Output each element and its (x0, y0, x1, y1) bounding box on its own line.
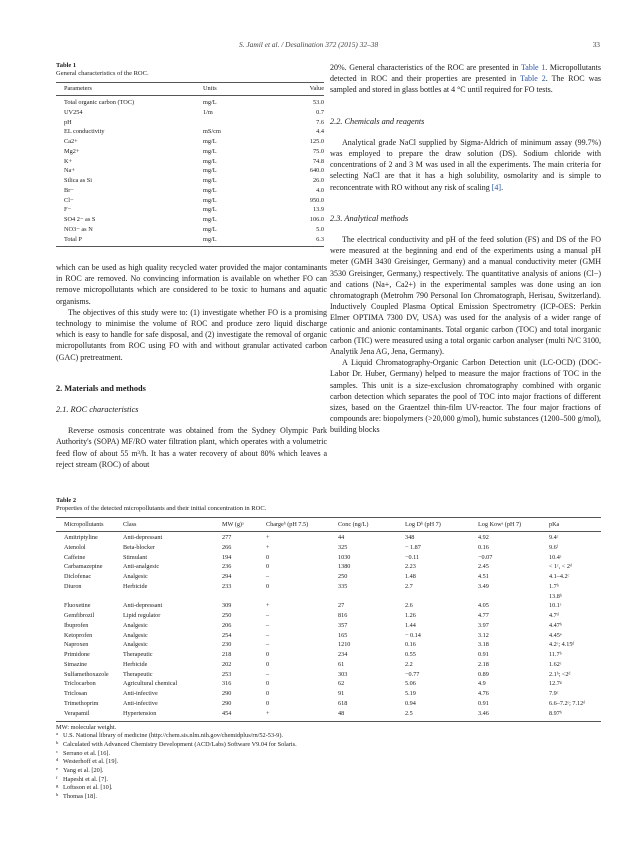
footnote-mark: f (56, 774, 58, 780)
footnote-text: Serrano et al. [16]. (63, 749, 111, 757)
table-cell: 316 (222, 680, 232, 688)
table-cell: mg/L (203, 177, 217, 184)
table-row (56, 601, 601, 611)
table-cell: 1210 (338, 641, 351, 649)
table-cell: 294 (222, 573, 232, 581)
table-cell: 10.1ᶜ (549, 602, 562, 610)
table-cell: 2.2 (405, 660, 413, 668)
table-cell: Anti-infective (123, 700, 158, 708)
table-cell: 0.16 (405, 641, 416, 649)
table-cell: 234 (338, 651, 348, 659)
table-cell: 0 (266, 563, 270, 571)
table-cell: 290 (222, 690, 232, 698)
table-row (56, 679, 601, 689)
table-cell: 348 (405, 534, 415, 541)
table-cell: – (266, 631, 270, 639)
table-cell: 4.2ᶜ; 4.15ᵈ (549, 641, 575, 649)
table-cell: 0 (266, 700, 270, 708)
table-cell: mg/L (203, 138, 217, 145)
right-column (330, 62, 601, 436)
paragraph-chemicals: Analytical grade NaCl supplied by Sigma-Aldrich of minimum assay (99.7%) was employed to prepare the draw solution (DS). Sodium chloride with concentrations of 2 and 3 M was used in all the experiments. The main criteria for selecting NaCl are that it has a high solubility, osmolarity and is simple to reconcentrate with RO without any risk of scaling [4]. (330, 137, 601, 192)
table-row (56, 699, 601, 709)
table-cell: 236 (222, 563, 232, 571)
table-row (56, 660, 601, 670)
table-row (56, 640, 601, 650)
table-cell: 62 (338, 680, 345, 688)
footnote-text: Hapeshi et al. [7]. (63, 775, 108, 783)
table-cell: 3.18 (478, 641, 489, 649)
table-cell: 2.7 (405, 582, 413, 590)
table-cell: Analgesic (123, 641, 148, 649)
subsection-heading-chemicals: 2.2. Chemicals and reagents (330, 116, 425, 126)
table-cell: Simazine (64, 660, 88, 668)
section-heading-methods: 2. Materials and methods (56, 383, 146, 393)
table-row (56, 533, 601, 543)
table-cell: 9.6ᶠ (549, 543, 559, 551)
footnote-mark: d (56, 757, 59, 763)
table-cell: 106.0 (309, 216, 324, 223)
table-cell: Na+ (64, 167, 75, 175)
table-row (56, 650, 601, 660)
table-cell: mg/L (203, 196, 217, 204)
table-cell: 4.9 (478, 680, 486, 688)
footnote-text: Calculated with Advanced Chemistry Development (ACD/Labs) Software V9.04 for Solaris. (63, 740, 297, 748)
table-cell: pH (64, 118, 72, 126)
table-row (56, 592, 601, 602)
table-cell: − 0.14 (405, 631, 421, 639)
table-cell: 303 (338, 670, 348, 678)
table-cell: 5.0 (316, 225, 324, 233)
table-cell: 11.7ᵇ (549, 651, 562, 659)
table-cell: 165 (338, 631, 348, 639)
table-cell: 218 (222, 651, 232, 659)
table-cell: 194 (222, 553, 232, 561)
footnote-mark: a (56, 731, 59, 737)
table-cell: < 1ᶜ, < 2ᵈ (549, 563, 572, 571)
table-cell: 2.18 (478, 660, 489, 668)
table-2-footnotes (56, 732, 601, 802)
table-cell: EL conductivity (64, 128, 105, 136)
table-cell: 640.0 (309, 167, 324, 175)
table-cell: 4.77 (478, 612, 489, 620)
table-cell: 0 (266, 660, 270, 668)
footnote-mark: g (56, 783, 59, 789)
paragraph-objectives: The objectives of this study were to: (1) investigate whether FO is a promising technology to minimise the volume of ROC and produce zero liquid discharge which is easy to handle for safe disposal, and (2) investigate the removal of organic micropollutants from ROC using FO with and without granular activated carbon (GAC) pretreatment. (56, 307, 327, 362)
table-cell: Hypertension (123, 709, 157, 717)
table-cell: Ketoprofen (64, 631, 93, 639)
footnote (56, 767, 601, 776)
table-cell: Lipid regulator (123, 612, 161, 620)
table-cell: Trimethoprim (64, 700, 99, 708)
table-1-header: Parameters Units Value (64, 85, 324, 92)
table-cell: Triclosan (64, 690, 88, 698)
paragraph-analytical: The electrical conductivity and pH of the feed solution (FS) and DS of the FO were measured at the beginning and end of the experiments using a manual pH meter (GMH 3430 Greisinger, Germany) and a manual conductivity meter (GMH 3530 Greisinger, Germany,) respectively. The quantitative analysis of anions (Cl−) and cations (Na+, Ca2+) in the experimental samples was done using an ion chromatograph (Metrohm 790 Personal Ion Chromatograph, Herisau, Switzerland). Inductively Coupled Plasma Optical Emission Spectrometry (ICP-OES: Perkin Elmer OPTIMA 7300 DV, USA) was used for the analysis of a wider range of cationic and anionic contaminants. Total organic carbon (TOC) and total inorganic carbon (TIC) were measured using a total organic carbon analyser (multi N/C 3100, Analytik Jena AG, Jena, Germany). (330, 235, 601, 357)
table-cell: 26.0 (312, 177, 324, 184)
table-cell: Total organic carbon (TOC) (64, 99, 135, 106)
table-row (56, 670, 601, 680)
table-cell: 5.19 (405, 690, 416, 698)
table-cell: 2.45 (478, 563, 489, 571)
paragraph-roc-cont: 20%. General characteristics of the ROC are presented in Table 1. Micropollutants detected in ROC and their properties are presented in Table 2. The ROC was sampled and stored in glass bottles at 4 °C until required for FO tests. (330, 63, 602, 95)
table-row (56, 689, 601, 699)
table-row (56, 108, 324, 118)
table-cell: Gemfibrozil (64, 612, 95, 620)
table-cell: 1.7ʰ (549, 582, 559, 590)
table-cell: Ibuprofen (64, 621, 89, 629)
table-cell: Analgesic (123, 621, 148, 629)
table-cell: Mg2+ (64, 147, 80, 155)
table-1-body (56, 98, 324, 244)
table-cell: 2.5 (405, 709, 413, 717)
table-cell: mg/L (203, 186, 217, 194)
table-cell: 1030 (338, 553, 351, 561)
table-cell: – (266, 612, 270, 620)
table-cell: mg/L (203, 206, 217, 214)
footnote (56, 784, 601, 793)
table-cell: Silica as Si (64, 177, 92, 184)
table-cell: 3.12 (478, 631, 489, 639)
table-cell: 335 (338, 582, 348, 590)
table-cell: NO3− as N (64, 225, 93, 233)
table-row (56, 553, 601, 563)
table-row (56, 186, 324, 196)
table-cell: K+ (64, 157, 73, 165)
table-cell: – (266, 641, 270, 649)
table-cell: 53.0 (312, 99, 324, 106)
table-cell: mg/L (203, 225, 217, 233)
table-cell: – (266, 621, 270, 629)
table-cell: Primidone (64, 651, 90, 659)
table-cell: Therapeutic (123, 670, 153, 678)
footnote-text: Loftsson et al. [10]. (63, 784, 113, 792)
table-cell: −0.11 (405, 553, 420, 561)
table-cell: Fluoxetine (64, 602, 91, 610)
table-cell: 1.48 (405, 573, 416, 581)
paragraph-roc: Reverse osmosis concentrate was obtained from the Sydney Olympic Park Authority's (SOPA) MF/RO water filtration plant, which operates with a volumetric feed flow of about 55 m³/h. It has a water recovery of about 80% which leaves a reject stream (ROC) of about (56, 426, 327, 469)
table-cell: Analgesic (123, 631, 148, 639)
table-cell: Agricultural chemical (123, 680, 178, 688)
table-cell: 0 (266, 680, 270, 688)
paragraph: which can be used as high quality recycled water provided the major contaminants in ROC are removed. No convincing information is available on whether FO can remove micropollutants which are considered to be toxic to humans and aquatic organisms. (56, 263, 327, 306)
table-cell: F− (64, 206, 72, 214)
table-cell: 206 (222, 621, 232, 629)
table-cell: −0.77 (405, 670, 420, 678)
footnote (56, 741, 601, 750)
table-cell: 277 (222, 534, 232, 541)
table-cell: 7.9ᶜ (549, 690, 559, 698)
table-cell: 309 (222, 602, 232, 610)
table-cell: 618 (338, 700, 348, 708)
table-row (56, 196, 324, 206)
table-cell: 125.0 (309, 138, 324, 145)
journal-citation: S. Jamil et al. / Desalination 372 (2015) 32–38 (239, 40, 379, 49)
table-cell: Cl− (64, 196, 74, 204)
table-cell: Anti-depressant (123, 534, 163, 541)
table-cell: 2.1ᵇ; <2ᵈ (549, 670, 571, 678)
table-row (56, 543, 601, 553)
table-2-link[interactable]: Table 2 (520, 74, 546, 84)
table-cell: mg/L (203, 216, 217, 223)
table-cell: Verapamil (64, 709, 90, 717)
table-cell: 250 (222, 612, 232, 620)
table-cell: mg/L (203, 157, 217, 165)
table-cell: Sulfamethoxazole (64, 670, 109, 678)
table-cell: + (266, 534, 270, 541)
table-cell: mS/cm (203, 128, 221, 136)
subsection-heading-analytical: 2.3. Analytical methods (330, 213, 409, 223)
table-cell: 13.9 (312, 206, 324, 214)
table-cell: – (266, 573, 270, 581)
table-2-footnote-mw: MW: molecular weight. (56, 723, 117, 731)
table-cell: 1.62ᶜ (549, 660, 562, 668)
table-cell: Ca2+ (64, 138, 78, 145)
table-cell: 74.8 (312, 157, 324, 165)
table-cell: 4.1–4.2ᶜ (549, 573, 570, 581)
table-cell: Herbicide (123, 660, 148, 668)
table-cell: UV254 (64, 108, 83, 116)
footnote-mark: e (56, 766, 59, 772)
table-row (56, 137, 324, 147)
table-cell: Naproxen (64, 641, 89, 649)
page-number: 33 (592, 40, 600, 49)
table-cell: 325 (338, 543, 348, 551)
table-row (56, 225, 324, 235)
table-cell: Therapeutic (123, 651, 153, 659)
table-cell: Br− (64, 186, 74, 194)
table-row (56, 127, 324, 137)
table-row (56, 205, 324, 215)
table-cell: 0.89 (478, 670, 489, 678)
table-cell: 4.4 (316, 128, 324, 136)
table-cell: 266 (222, 543, 232, 551)
footnote-mark: b (56, 739, 59, 745)
table-row (56, 611, 601, 621)
table-cell: 0.91 (478, 700, 489, 708)
table-cell: Anti-analgesic (123, 563, 160, 571)
table-cell: mg/L (203, 167, 217, 175)
table-row (56, 562, 601, 572)
table-cell: 10.4ᶜ (549, 553, 562, 561)
table-cell: SO4 2− as S (64, 216, 96, 223)
table-cell: 290 (222, 700, 232, 708)
table-cell: – (266, 670, 270, 678)
table-cell: Analgesic (123, 573, 148, 581)
table-cell: 0 (266, 553, 270, 561)
table-cell: 1.44 (405, 621, 416, 629)
table-cell: Beta-blocker (123, 543, 155, 551)
table-cell: 230 (222, 641, 232, 649)
table-cell: + (266, 709, 270, 717)
table-cell: Triclocarbon (64, 680, 96, 688)
table-row (56, 215, 324, 225)
table-cell: Total P (64, 235, 82, 243)
table-cell: 3.97 (478, 621, 489, 629)
table-cell: 4.0 (316, 186, 324, 194)
table-cell: 6.3 (316, 235, 324, 243)
table-cell: mg/L (203, 235, 217, 243)
table-row (56, 631, 601, 641)
table-row (56, 157, 324, 167)
table-row (56, 235, 324, 245)
table-2-header: Micropollutants Class MW (g)ᵃ Chargeᵇ (pH 7.5) Conc (ng/L) Log Dᵇ (pH 7) Log Kowᵃ (pH 7) pKa (64, 521, 560, 528)
table-2 (56, 497, 601, 802)
table-cell: Atenolol (64, 543, 86, 551)
table-row (56, 572, 601, 582)
table-cell: + (266, 543, 270, 551)
table-cell: 0.91 (478, 651, 489, 659)
table-cell: 1.26 (405, 612, 416, 620)
footnote-text: Westerhoff et al. [19]. (63, 758, 119, 766)
table-cell: 950.0 (309, 196, 324, 204)
table-cell: 4.51 (478, 573, 489, 581)
table-cell: Stimulant (123, 553, 148, 561)
footnote-text: U.S. National library of medicine (http://chem.sis.nlm.nih.gov/chemidplus/rn/52-53-9). (63, 732, 284, 740)
table-cell: 4.92 (478, 534, 489, 541)
table-cell: Diclofenac (64, 573, 92, 581)
table-row (56, 118, 324, 128)
table-cell: 48 (338, 709, 345, 717)
table-cell: 44 (338, 534, 345, 541)
table-row (56, 147, 324, 157)
table-cell: 13.8ʰ (549, 592, 562, 600)
table-cell: 4.7ᵈ (549, 612, 559, 620)
table-cell: 3.49 (478, 582, 489, 590)
table-row (56, 709, 601, 719)
table-cell: 0.7 (316, 108, 324, 116)
table-row (56, 176, 324, 186)
table-cell: 202 (222, 660, 232, 668)
table-cell: 253 (222, 670, 232, 678)
table-cell: 0 (266, 651, 270, 659)
table-cell: 454 (222, 709, 232, 717)
table-cell: Diuron (64, 582, 82, 590)
table-cell: 0 (266, 690, 270, 698)
table-cell: 6.6–7.2ᶜ; 7.12ᵈ (549, 700, 586, 708)
table-cell: 0 (266, 582, 270, 590)
footnote-mark: h (56, 792, 59, 798)
table-cell: 4.45ᵉ (549, 631, 562, 639)
table-cell: mg/L (203, 147, 217, 155)
footnote-text: Yang et al. [20]. (63, 767, 104, 775)
table-cell: 2.6 (405, 602, 413, 610)
footnote-mark: c (56, 748, 59, 754)
footnote (56, 776, 601, 785)
table-cell: 2.23 (405, 563, 416, 571)
table-cell: 61 (338, 660, 345, 668)
table-1-link[interactable]: Table 1 (520, 63, 546, 72)
table-1-subtitle: General characteristics of the ROC. (56, 70, 149, 77)
table-cell: − 1.87 (405, 543, 421, 551)
table-cell: 4.76 (478, 690, 489, 698)
table-cell: 75.0 (312, 147, 324, 155)
table-cell: Anti-infective (123, 690, 158, 698)
table-2-subtitle: Properties of the detected micropollutants and their initial concentration in ROC. (56, 505, 267, 512)
table-cell: 91 (338, 690, 345, 698)
subsection-heading-roc: 2.1. ROC characteristics (56, 405, 139, 415)
table-cell: 8.97ᵇ (549, 709, 562, 717)
table-cell: 5.06 (405, 680, 416, 688)
table-2-body (56, 533, 601, 719)
table-cell: 0.94 (405, 700, 416, 708)
table-2-caption: Table 2 (56, 497, 77, 504)
left-column (56, 262, 327, 470)
table-cell: 1380 (338, 563, 351, 571)
table-cell: 0.16 (478, 543, 489, 551)
table-cell: 357 (338, 621, 348, 629)
footnote (56, 750, 601, 759)
table-cell: Caffeine (64, 553, 86, 561)
footnote (56, 758, 601, 767)
table-cell: 7.6 (316, 118, 324, 126)
table-cell: −0.07 (478, 553, 493, 561)
table-cell: Carbamazepine (64, 563, 103, 571)
table-cell: 0.55 (405, 651, 416, 659)
table-cell: 816 (338, 612, 348, 620)
table-cell: 3.46 (478, 709, 489, 717)
table-cell: mg/L (203, 99, 217, 106)
table-row (56, 98, 324, 108)
table-row (56, 582, 601, 592)
table-1 (56, 62, 324, 247)
footnote-text: Thomas [18]. (63, 793, 97, 801)
table-cell: Amitriptyline (64, 534, 98, 541)
table-1-caption: Table 1 (56, 62, 77, 69)
table-cell: 4.47ᵇ (549, 621, 562, 629)
table-cell: Herbicide (123, 582, 148, 590)
table-cell: 12.7ᵍ (549, 680, 562, 688)
footnote (56, 793, 601, 802)
table-cell: Anti-depressant (123, 602, 163, 610)
table-cell: 1/m (203, 108, 213, 116)
table-cell: 254 (222, 631, 232, 639)
table-cell: 4.05 (478, 602, 489, 610)
table-cell: 27 (338, 602, 345, 610)
table-row (56, 621, 601, 631)
table-cell: 233 (222, 582, 232, 590)
table-row (56, 166, 324, 176)
paragraph-lcocd: A Liquid Chromatography-Organic Carbon Detection unit (LC-OCD) (DOC-Labor Dr. Huber, Germany) helped to measure the major fractions of TOC in the samples. This unit is a size-exclusion chromatography combined with organic carbon detection which separates the pool of TOC into major fractions of different sizes, based on the Graentzel thin-film UV-reactor. The four major fractions of compounds are: biopolymers (>20,000 g/mol), humic substances (1200–500 g/mol), building blocks (330, 358, 601, 435)
reference-link-4[interactable]: [4] (491, 182, 502, 192)
footnote (56, 732, 601, 741)
table-cell: 250 (338, 573, 348, 581)
table-cell: + (266, 602, 270, 610)
table-cell: 9.4ᶜ (549, 534, 559, 541)
